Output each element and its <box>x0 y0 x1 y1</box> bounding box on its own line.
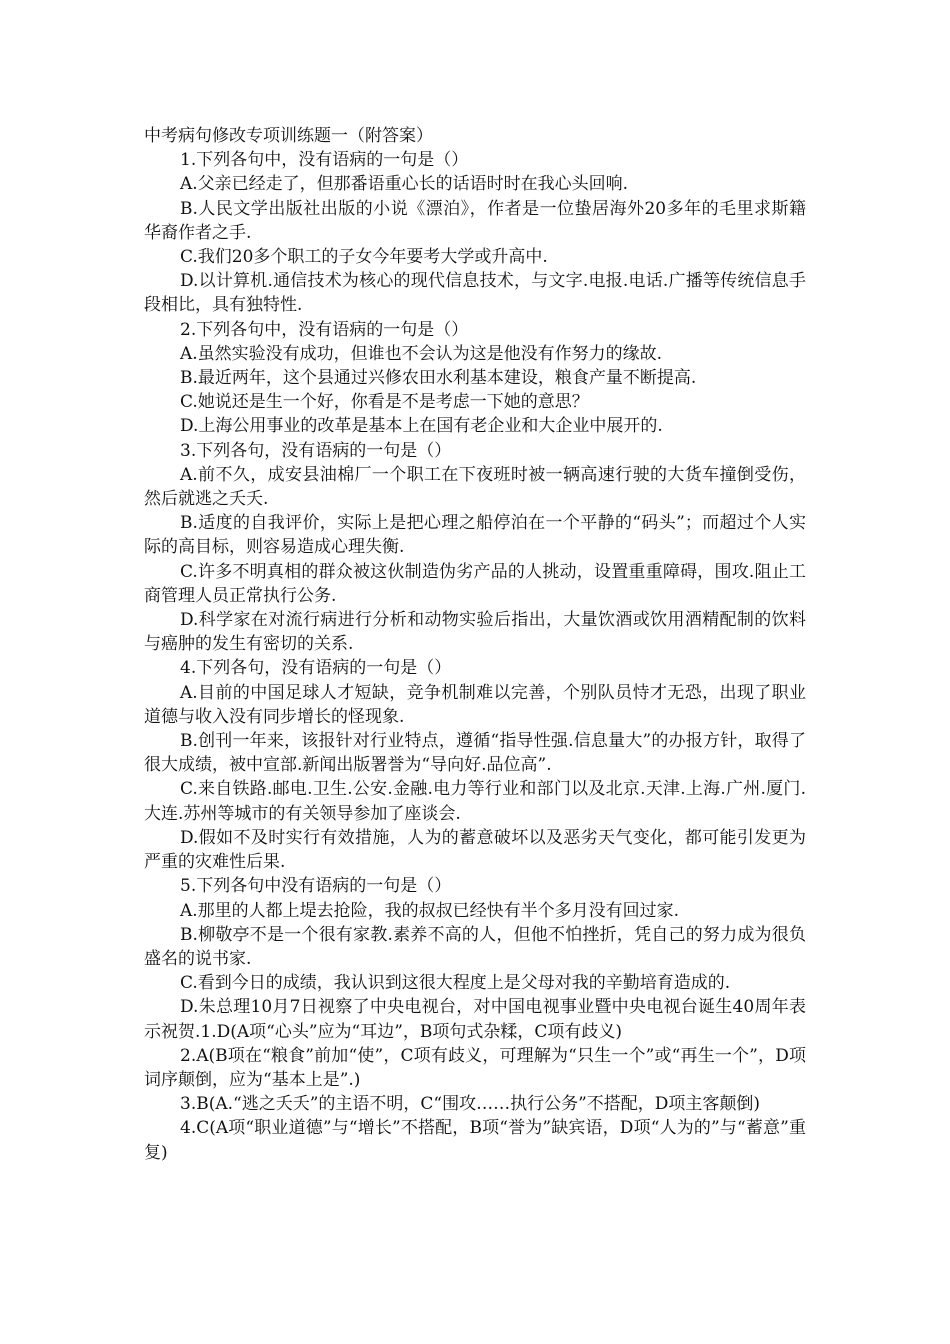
question-2-option-a: A.虽然实验没有成功，但谁也不会认为这是他没有作努力的缘故. <box>180 343 663 364</box>
document-body <box>144 124 806 1165</box>
question-2-option-b: B.最近两年，这个县通过兴修农田水利基本建设，粮食产量不断提高. <box>180 368 697 389</box>
question-2-stem: 2.下列各句中，没有语病的一句是（） <box>180 319 469 340</box>
question-2-option-c: C.她说还是生一个好，你看是不是考虑一下她的意思？ <box>180 392 589 413</box>
question-5-option-a: A.那里的人都上堤去抢险，我的叔叔已经快有半个多月没有回过家. <box>180 900 680 921</box>
question-5-option-b: B.柳敬亭不是一个很有家教.素养不高的人，但他不怕挫折，凭自己的努力成为很负盛名的说书家. <box>144 924 806 969</box>
question-1-option-c: C.我们20多个职工的子女今年要考大学或升高中. <box>180 247 548 268</box>
question-1-option-b: B.人民文学出版社出版的小说《漂泊》，作者是一位蛰居海外20多年的毛里求斯籍华裔作者之手. <box>144 198 806 243</box>
question-5-option-d-and-answer-1: D.朱总理10月7日视察了中央电视台，对中国电视事业暨中央电视台诞生40周年表示祝贺.1.D(A项“心头”应为“耳边”，B项句式杂糅，C项有歧义) <box>144 997 806 1042</box>
question-3-option-c: C.许多不明真相的群众被这伙制造伪劣产品的人挑动，设置重重障碍，围攻.阻止工商管理人员正常执行公务. <box>144 561 806 606</box>
question-3-option-a: A.前不久，成安县油棉厂一个职工在下夜班时被一辆高速行驶的大货车撞倒受伤，然后就逃之夭夭. <box>144 464 806 510</box>
answer-3: 3.B(A.“逃之夭夭”的主语不明，C“围攻……执行公务”不搭配，D项主客颠倒) <box>180 1094 761 1115</box>
answer-2: 2.A(B项在“粮食”前加“使”，C项有歧义，可理解为“只生一个”或“再生一个”，D项词序颠倒，应为“基本上是”.) <box>144 1045 806 1090</box>
question-4-stem: 4.下列各句，没有语病的一句是（） <box>180 658 452 679</box>
question-3-option-d: D.科学家在对流行病进行分析和动物实验后指出，大量饮酒或饮用酒精配制的饮料与癌肿的发生有密切的关系. <box>144 610 806 655</box>
question-1-option-d: D.以计算机.通信技术为核心的现代信息技术，与文字.电报.电话.广播等传统信息手段相比，具有独特性. <box>144 271 806 316</box>
question-3-stem: 3.下列各句，没有语病的一句是（） <box>180 440 452 461</box>
question-4-option-c: C.来自铁路.邮电.卫生.公安.金融.电力等行业和部门以及北京.天津.上海.广州.厦门.大连.苏州等城市的有关领导参加了座谈会. <box>144 779 806 824</box>
question-4-option-b: B.创刊一年来，该报针对行业特点，遵循“指导性强.信息量大”的办报方针，取得了很大成绩，被中宣部.新闻出版署誉为“导向好.品位高”. <box>144 731 806 776</box>
question-4-option-a: A.目前的中国足球人才短缺，竞争机制难以完善，个别队员恃才无恐，出现了职业道德与收入没有同步增长的怪现象. <box>144 682 806 727</box>
question-2-option-d: D.上海公用事业的改革是基本上在国有老企业和大企业中展开的. <box>180 416 663 437</box>
question-3-option-b: B.适度的自我评价，实际上是把心理之船停泊在一个平静的“码头”；而超过个人实际的高目标，则容易造成心理失衡. <box>144 513 806 558</box>
question-5-option-c: C.看到今日的成绩，我认识到这很大程度上是父母对我的辛勤培育造成的. <box>180 973 731 994</box>
question-5-stem: 5.下列各句中没有语病的一句是（） <box>180 876 452 897</box>
document-title: 中考病句修改专项训练题一（附答案） <box>144 126 433 146</box>
answer-4: 4.C(A项“职业道德”与“增长”不搭配，B项“誉为”缺宾语，D项“人为的”与“蓄意”重复) <box>144 1118 806 1163</box>
question-4-option-d: D.假如不及时实行有效措施，人为的蓄意破坏以及恶劣天气变化，都可能引发更为严重的灾难性后果. <box>144 827 806 873</box>
question-1-stem: 1.下列各句中，没有语病的一句是（） <box>180 150 469 171</box>
question-1-option-a: A.父亲已经走了，但那番语重心长的话语时时在我心头回响. <box>180 174 629 195</box>
